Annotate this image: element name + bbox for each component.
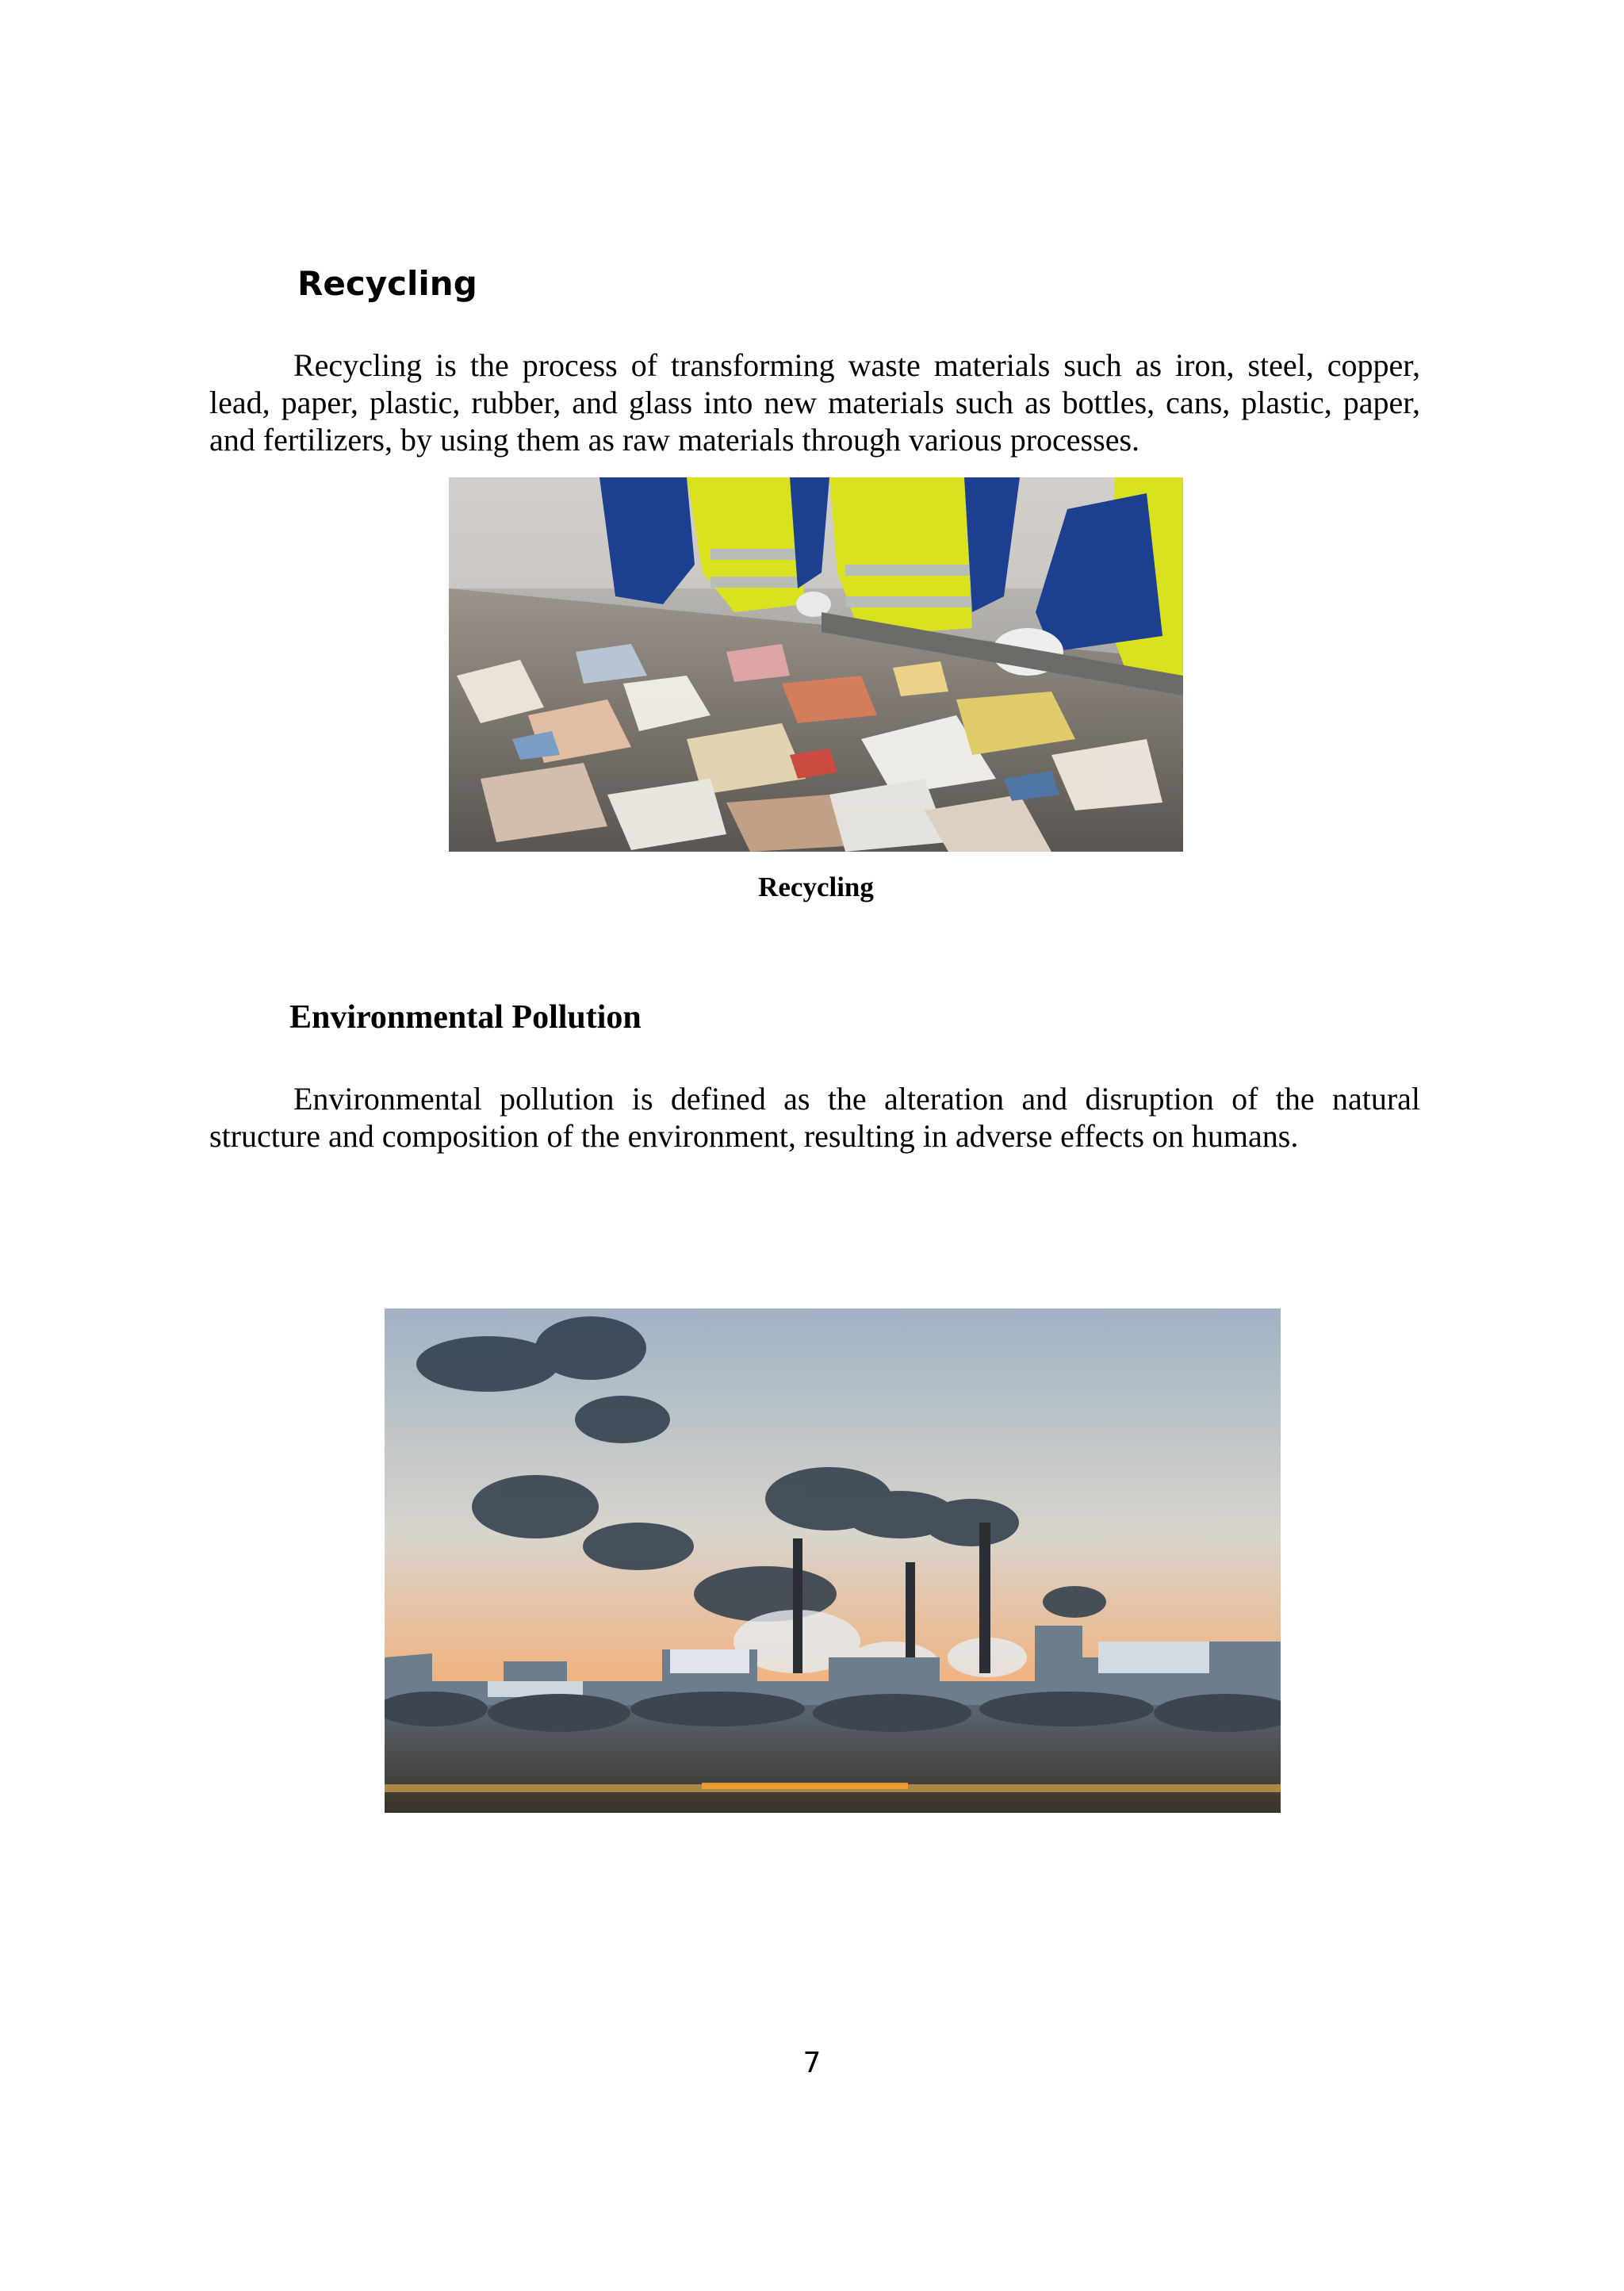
- factory-pollution-photo-icon: [385, 1308, 1281, 1813]
- page-number: 7: [802, 2047, 822, 2079]
- recycling-heading: Recycling: [297, 264, 477, 303]
- environmental-pollution-heading: Environmental Pollution: [289, 999, 642, 1036]
- recycling-photo: [449, 477, 1183, 852]
- recycling-photo-icon: [449, 477, 1183, 852]
- recycling-paragraph: Recycling is the process of transforming waste materials such as iron, steel, copper, lead, paper, plastic, rubber, and glass into new materials such as bottles, cans, plastic, paper, and fertilizers, by using them as raw materials through various processes.: [209, 347, 1420, 458]
- recycling-caption: Recycling: [758, 872, 874, 902]
- environmental-pollution-paragraph: Environmental pollution is defined as the alteration and disruption of the natural structure and composition of the environment, resulting in adverse effects on humans.: [209, 1081, 1420, 1154]
- factory-pollution-photo: [385, 1308, 1281, 1813]
